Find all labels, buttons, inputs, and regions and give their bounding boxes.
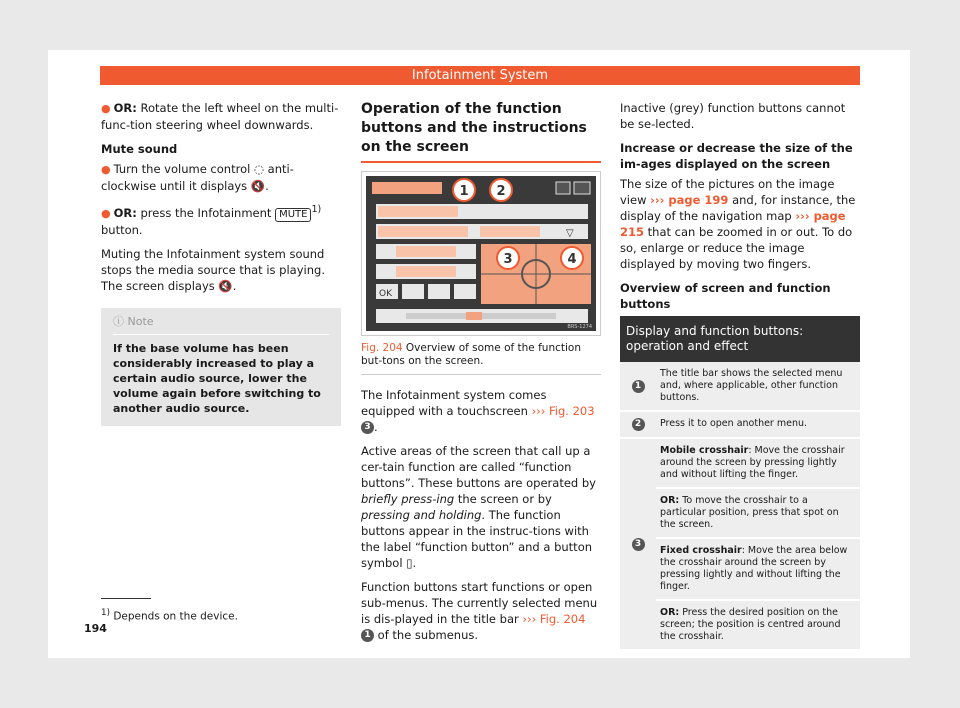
callout-3: 3 <box>503 252 513 267</box>
table-row: OR: To move the crosshair to a particular position, press that spot on the screen. <box>620 488 860 538</box>
page-199-link[interactable]: ››› page 199 <box>650 193 729 207</box>
svg-text:OK: OK <box>379 289 392 299</box>
zoom-heading: Increase or decrease the size of the im-ages displayed on the screen <box>620 141 853 171</box>
function-buttons-table <box>620 316 860 651</box>
touchscreen-illustration <box>366 176 596 331</box>
fig-203-link[interactable]: ››› Fig. 203 <box>531 404 595 418</box>
volume-knob-icon: ◌ <box>253 162 264 176</box>
callout-1: 1 <box>459 184 469 199</box>
table-row: Fixed crosshair: Move the area below the crosshair around the screen by pressing lightly and without lifting the finger. <box>620 538 860 600</box>
or-step-1: ● OR: Rotate the left wheel on the multi-func-tion steering wheel downwards. <box>101 101 339 132</box>
button-symbol-icon: ▯ <box>406 556 413 570</box>
note-body: If the base volume has been considerably increased to play a certain audio source, lower the volume again before switching to another audio source. <box>113 341 321 415</box>
mute-key: MUTE <box>275 208 311 222</box>
table-row: 3 Mobile crosshair: Move the crosshair around the screen by pressing lightly and without lifting the finger. <box>620 438 860 488</box>
page-number: 194 <box>84 622 107 635</box>
note-box <box>101 308 341 426</box>
table-row: 1 The title bar shows the selected menu and, where applicable, other function buttons. <box>620 362 860 411</box>
mute-step-1: ● Turn the volume control ◌ anti-clockwise until it displays 🔇. <box>101 162 294 193</box>
callout-4: 4 <box>567 252 577 267</box>
column-middle <box>361 100 601 651</box>
page-header: Infotainment System <box>100 66 860 85</box>
table-row: 2 Press it to open another menu. <box>620 411 860 438</box>
svg-text:▽: ▽ <box>566 228 574 239</box>
fig-204-link[interactable]: ››› Fig. 204 <box>522 612 586 626</box>
inactive-paragraph: Inactive (grey) function buttons cannot be se-lected. <box>620 101 846 131</box>
zoom-paragraph: The size of the pictures on the image view ››› page 199 and, for instance, the display of the navigation map ››› page 215 that can be zoomed in or out. To do so, enlarge or reduce the image displayed by moving two fingers. <box>620 177 856 271</box>
footnote: $^{1)}$ Depends on the device. <box>101 608 238 623</box>
column-right <box>620 100 860 651</box>
mute-speaker-icon: 🔇 <box>218 278 233 293</box>
section-title: Operation of the function buttons and the instructions on the screen <box>361 100 601 163</box>
table-header: Display and function buttons: operation and effect <box>620 316 860 362</box>
column-left <box>101 100 341 426</box>
muting-paragraph: Muting the Infotainment system sound stops the media source that is playing. The screen displays 🔇. <box>101 246 325 293</box>
function-buttons-paragraph: Active areas of the screen that call up a cer-tain function are called “function buttons”. These buttons are operated by briefly press-ing the screen or by pressing and holding. The function buttons appear in the instruc-tions with the label “function button” and a button symbol ▯. <box>361 444 596 570</box>
page-215-link[interactable]: ››› page 215 <box>620 209 846 239</box>
figure-204 <box>361 171 601 336</box>
figure-caption: Fig. 204 Overview of some of the function but-tons on the screen. <box>361 342 601 375</box>
touchscreen-paragraph: The Infotainment system comes equipped with a touchscreen ››› Fig. 203 3 . <box>361 388 595 434</box>
screen-svg <box>366 176 596 331</box>
note-heading: ⓘ Note <box>113 314 329 335</box>
overview-heading: Overview of screen and function buttons <box>620 281 831 311</box>
submenu-paragraph: Function buttons start functions or open sub-menus. The currently selected menu is dis-played in the title bar ››› Fig. 204 1 of the submenus. <box>361 580 598 642</box>
callout-2: 2 <box>496 184 506 199</box>
table-row: OR: Press the desired position on the screen; the position is centred around the crosshair. <box>620 600 860 650</box>
figure-code: BRS-1274 <box>567 324 592 330</box>
mute-step-2: ● OR: press the Infotainment MUTE $^{1)}$ button. <box>101 204 322 237</box>
info-icon: ⓘ <box>113 314 124 328</box>
footnote-rule <box>101 598 151 599</box>
mute-heading: Mute sound <box>101 142 178 156</box>
mute-speaker-icon: 🔇 <box>250 179 266 193</box>
